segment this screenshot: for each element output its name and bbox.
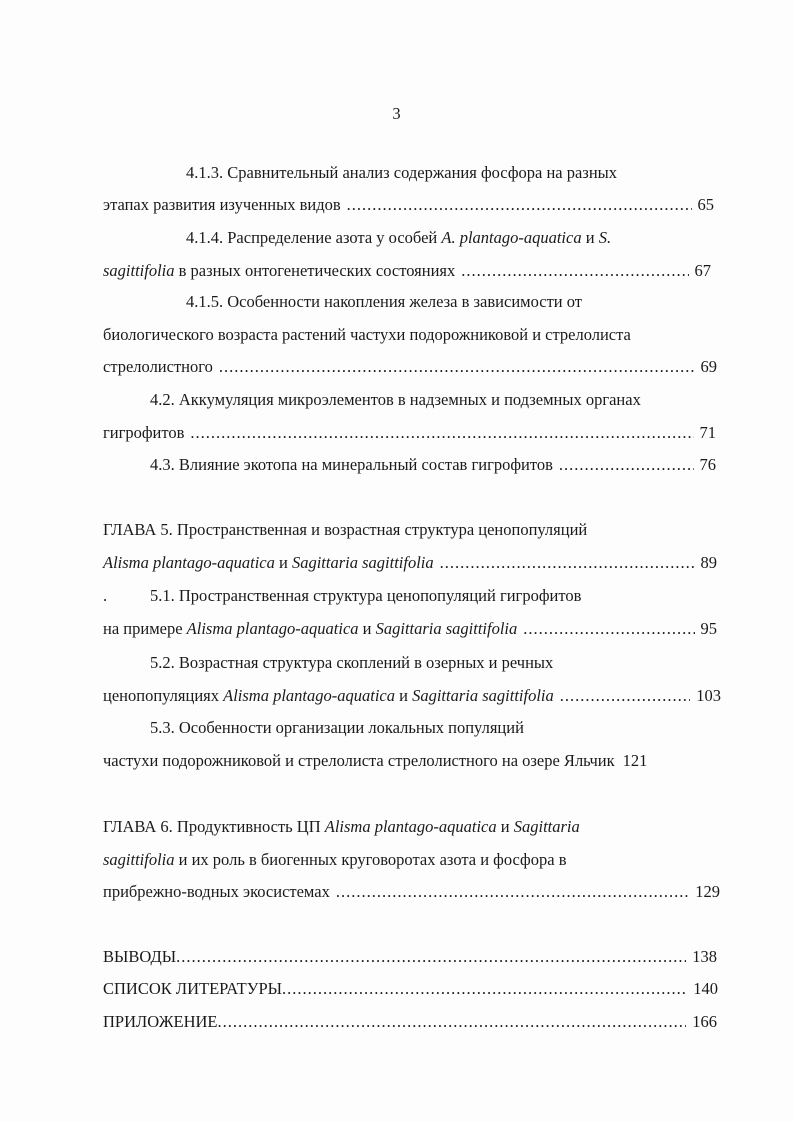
toc-entry-4-1-4-line2: sagittifolia в разных онтогенетических состояниях [103,261,456,280]
toc-entry-5-1-line1: 5.1. Пространственная структура ценопопуляций гигрофитов [150,586,582,605]
toc-back-label: ВЫВОДЫ [103,947,177,966]
toc-entry-4-1-5-line2: биологического возраста растений частухи подорожниковой и стрелолиста [103,325,631,344]
page-number: 3 [392,104,401,123]
toc-back-appendix [103,1012,717,1032]
toc-chapter-6-line3: прибрежно-водных экосистемах [103,882,330,901]
toc-chapter-5-line1: ГЛАВА 5. Пространственная и возрастная структура ценопопуляций [103,520,588,539]
toc-entry-4-1-5-line1: 4.1.5. Особенности накопления железа в зависимости от [186,292,582,311]
toc-page-ref: 67 [694,261,711,280]
dot-leader [559,455,694,475]
toc-page-ref: 138 [692,947,717,966]
toc-chapter-5 [103,553,717,573]
toc-page-ref: 166 [692,1012,717,1031]
toc-entry-4-1-4 [103,261,711,281]
dot-leader [461,261,688,281]
dot-leader [336,882,689,902]
toc-page-ref: 69 [700,357,717,376]
toc-entry-5-3 [103,751,718,771]
toc-chapter-6-line2: sagittifolia и их роль в биогенных круговоротах азота и фосфора в [103,850,567,869]
toc-entry-4-2-line2: гигрофитов [103,423,185,442]
toc-page-ref: 140 [693,979,718,998]
toc-entry-5-1 [103,619,717,639]
toc-chapter-6 [103,882,720,902]
dot-leader [176,947,686,967]
toc-page-ref: 103 [696,686,721,705]
toc-entry-4-1-3-line1: 4.1.3. Сравнительный анализ содержания фосфора на разных [186,163,617,182]
dot-leader [282,979,687,999]
toc-chapter-5-line2: Alisma plantago-aquatica и Sagittaria sagittifolia [103,553,434,572]
toc-back-label: СПИСОК ЛИТЕРАТУРЫ [103,979,283,998]
stray-mark: . [103,586,108,605]
dot-leader [560,686,691,706]
toc-back-references [103,979,718,999]
toc-page-ref: 95 [700,619,717,638]
toc-page-ref: 65 [697,195,714,214]
dot-leader [347,195,692,215]
toc-entry-5-2-line2: ценопопуляциях Alisma plantago-aquatica и Sagittaria sagittifolia [103,686,554,705]
toc-page-ref: 89 [700,553,717,572]
toc-entry-4-1-5-line3: стрелолистного [103,357,213,376]
toc-page-ref: 76 [699,455,716,474]
toc-entry-4-1-5 [103,357,717,377]
toc-entry-4-2-line1: 4.2. Аккумуляция микроэлементов в надземных и подземных органах [150,390,641,409]
toc-entry-5-2 [103,686,721,706]
toc-entry-4-1-3-line2: этапах развития изученных видов [103,195,341,214]
toc-entry-4-1-3 [103,195,714,215]
toc-entry-4-3 [150,455,716,475]
dot-leader [219,357,695,377]
dot-leader [440,553,695,573]
toc-entry-4-1-4-line1: 4.1.4. Распределение азота у особей A. plantago-aquatica и S. [186,228,612,247]
toc-entry-5-3-line2: частухи подорожниковой и стрелолиста стрелолистного на озере Яльчик [103,751,615,770]
toc-entry-5-1-line2: на примере Alisma plantago-aquatica и Sagittaria sagittifolia [103,619,518,638]
toc-entry-4-3-line1: 4.3. Влияние экотопа на минеральный состав гигрофитов [150,455,553,474]
toc-back-label: ПРИЛОЖЕНИЕ [103,1012,218,1031]
toc-entry-5-3-line1: 5.3. Особенности организации локальных популяций [150,718,524,737]
toc-back-conclusions [103,947,717,967]
dot-leader [217,1012,686,1032]
dot-leader [190,423,693,443]
toc-page-ref: 71 [699,423,716,442]
dot-leader [523,619,694,639]
toc-chapter-6-line1: ГЛАВА 6. Продуктивность ЦП Alisma plantago-aquatica и Sagittaria [103,817,580,836]
toc-entry-4-2 [103,423,716,443]
toc-entry-5-2-line1: 5.2. Возрастная структура скоплений в озерных и речных [150,653,554,672]
toc-page-ref: 129 [695,882,720,901]
toc-page-ref: 121 [622,751,648,770]
